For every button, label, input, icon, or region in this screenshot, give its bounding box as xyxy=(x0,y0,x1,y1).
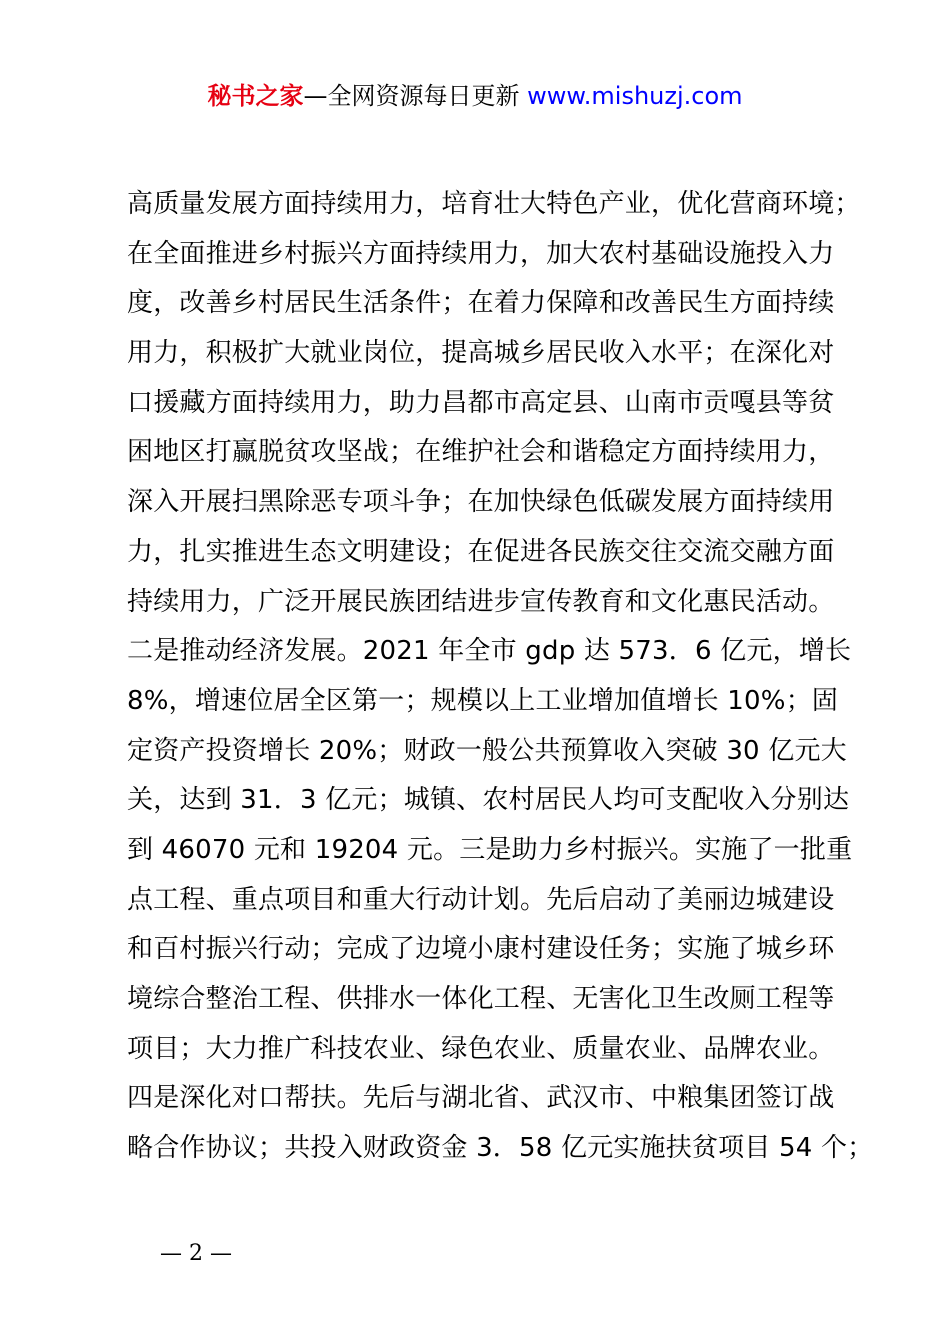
body-line: 用力，积极扩大就业岗位，提高城乡居民收入水平；在深化对 xyxy=(127,338,835,369)
body-line: 到 46070 元和 19204 元。三是助力乡村振兴。实施了一批重 xyxy=(127,834,853,865)
body-line: 略合作协议；共投入财政资金 3．58 亿元实施扶贫项目 54 个； xyxy=(127,1133,874,1164)
page-header xyxy=(0,78,950,114)
body-line: 定资产投资增长 20%；财政一般公共预算收入突破 30 亿元大 xyxy=(127,735,847,766)
body-line: 口援藏方面持续用力，助力昌都市高定县、山南市贡嘎县等贫 xyxy=(127,387,835,418)
body-line: 和百村振兴行动；完成了边境小康村建设任务；实施了城乡环 xyxy=(127,934,835,965)
body-line: 8%，增速位居全区第一；规模以上工业增加值增长 10%；固 xyxy=(127,685,839,716)
body-line: 点工程、重点项目和重大行动计划。先后启动了美丽边城建设 xyxy=(127,884,835,915)
body-line: 高质量发展方面持续用力，培育壮大特色产业，优化营商环境； xyxy=(127,189,861,219)
body-line: 四是深化对口帮扶。先后与湖北省、武汉市、中粮集团签订战 xyxy=(127,1083,835,1114)
body-line: 境综合整治工程、供排水一体化工程、无害化卫生改厕工程等 xyxy=(127,984,835,1014)
body-line: 度，改善乡村居民生活条件；在着力保障和改善民生方面持续 xyxy=(127,288,835,319)
body-line: 二是推动经济发展。2021 年全市 gdp 达 573．6 亿元，增长 xyxy=(127,636,852,667)
header-tagline: —全网资源每日更新 xyxy=(303,82,528,110)
site-link[interactable]: www.mishuzj.com xyxy=(527,82,743,110)
page-number: — 2 — xyxy=(160,1241,232,1266)
brand-name: 秘书之家 xyxy=(207,82,304,110)
body-line: 关，达到 31．3 亿元；城镇、农村居民人均可支配收入分别达 xyxy=(127,785,850,816)
document-body xyxy=(127,180,874,1174)
body-line: 困地区打赢脱贫攻坚战；在维护社会和谐稳定方面持续用力， xyxy=(127,437,835,468)
body-line: 项目；大力推广科技农业、绿色农业、质量农业、品牌农业。 xyxy=(127,1033,835,1064)
body-line: 力，扎实推进生态文明建设；在促进各民族交往交流交融方面 xyxy=(127,536,835,567)
body-line: 在全面推进乡村振兴方面持续用力，加大农村基础设施投入力 xyxy=(127,238,835,269)
body-line: 深入开展扫黑除恶专项斗争；在加快绿色低碳发展方面持续用 xyxy=(127,487,835,518)
body-line: 持续用力，广泛开展民族团结进步宣传教育和文化惠民活动。 xyxy=(127,586,835,617)
